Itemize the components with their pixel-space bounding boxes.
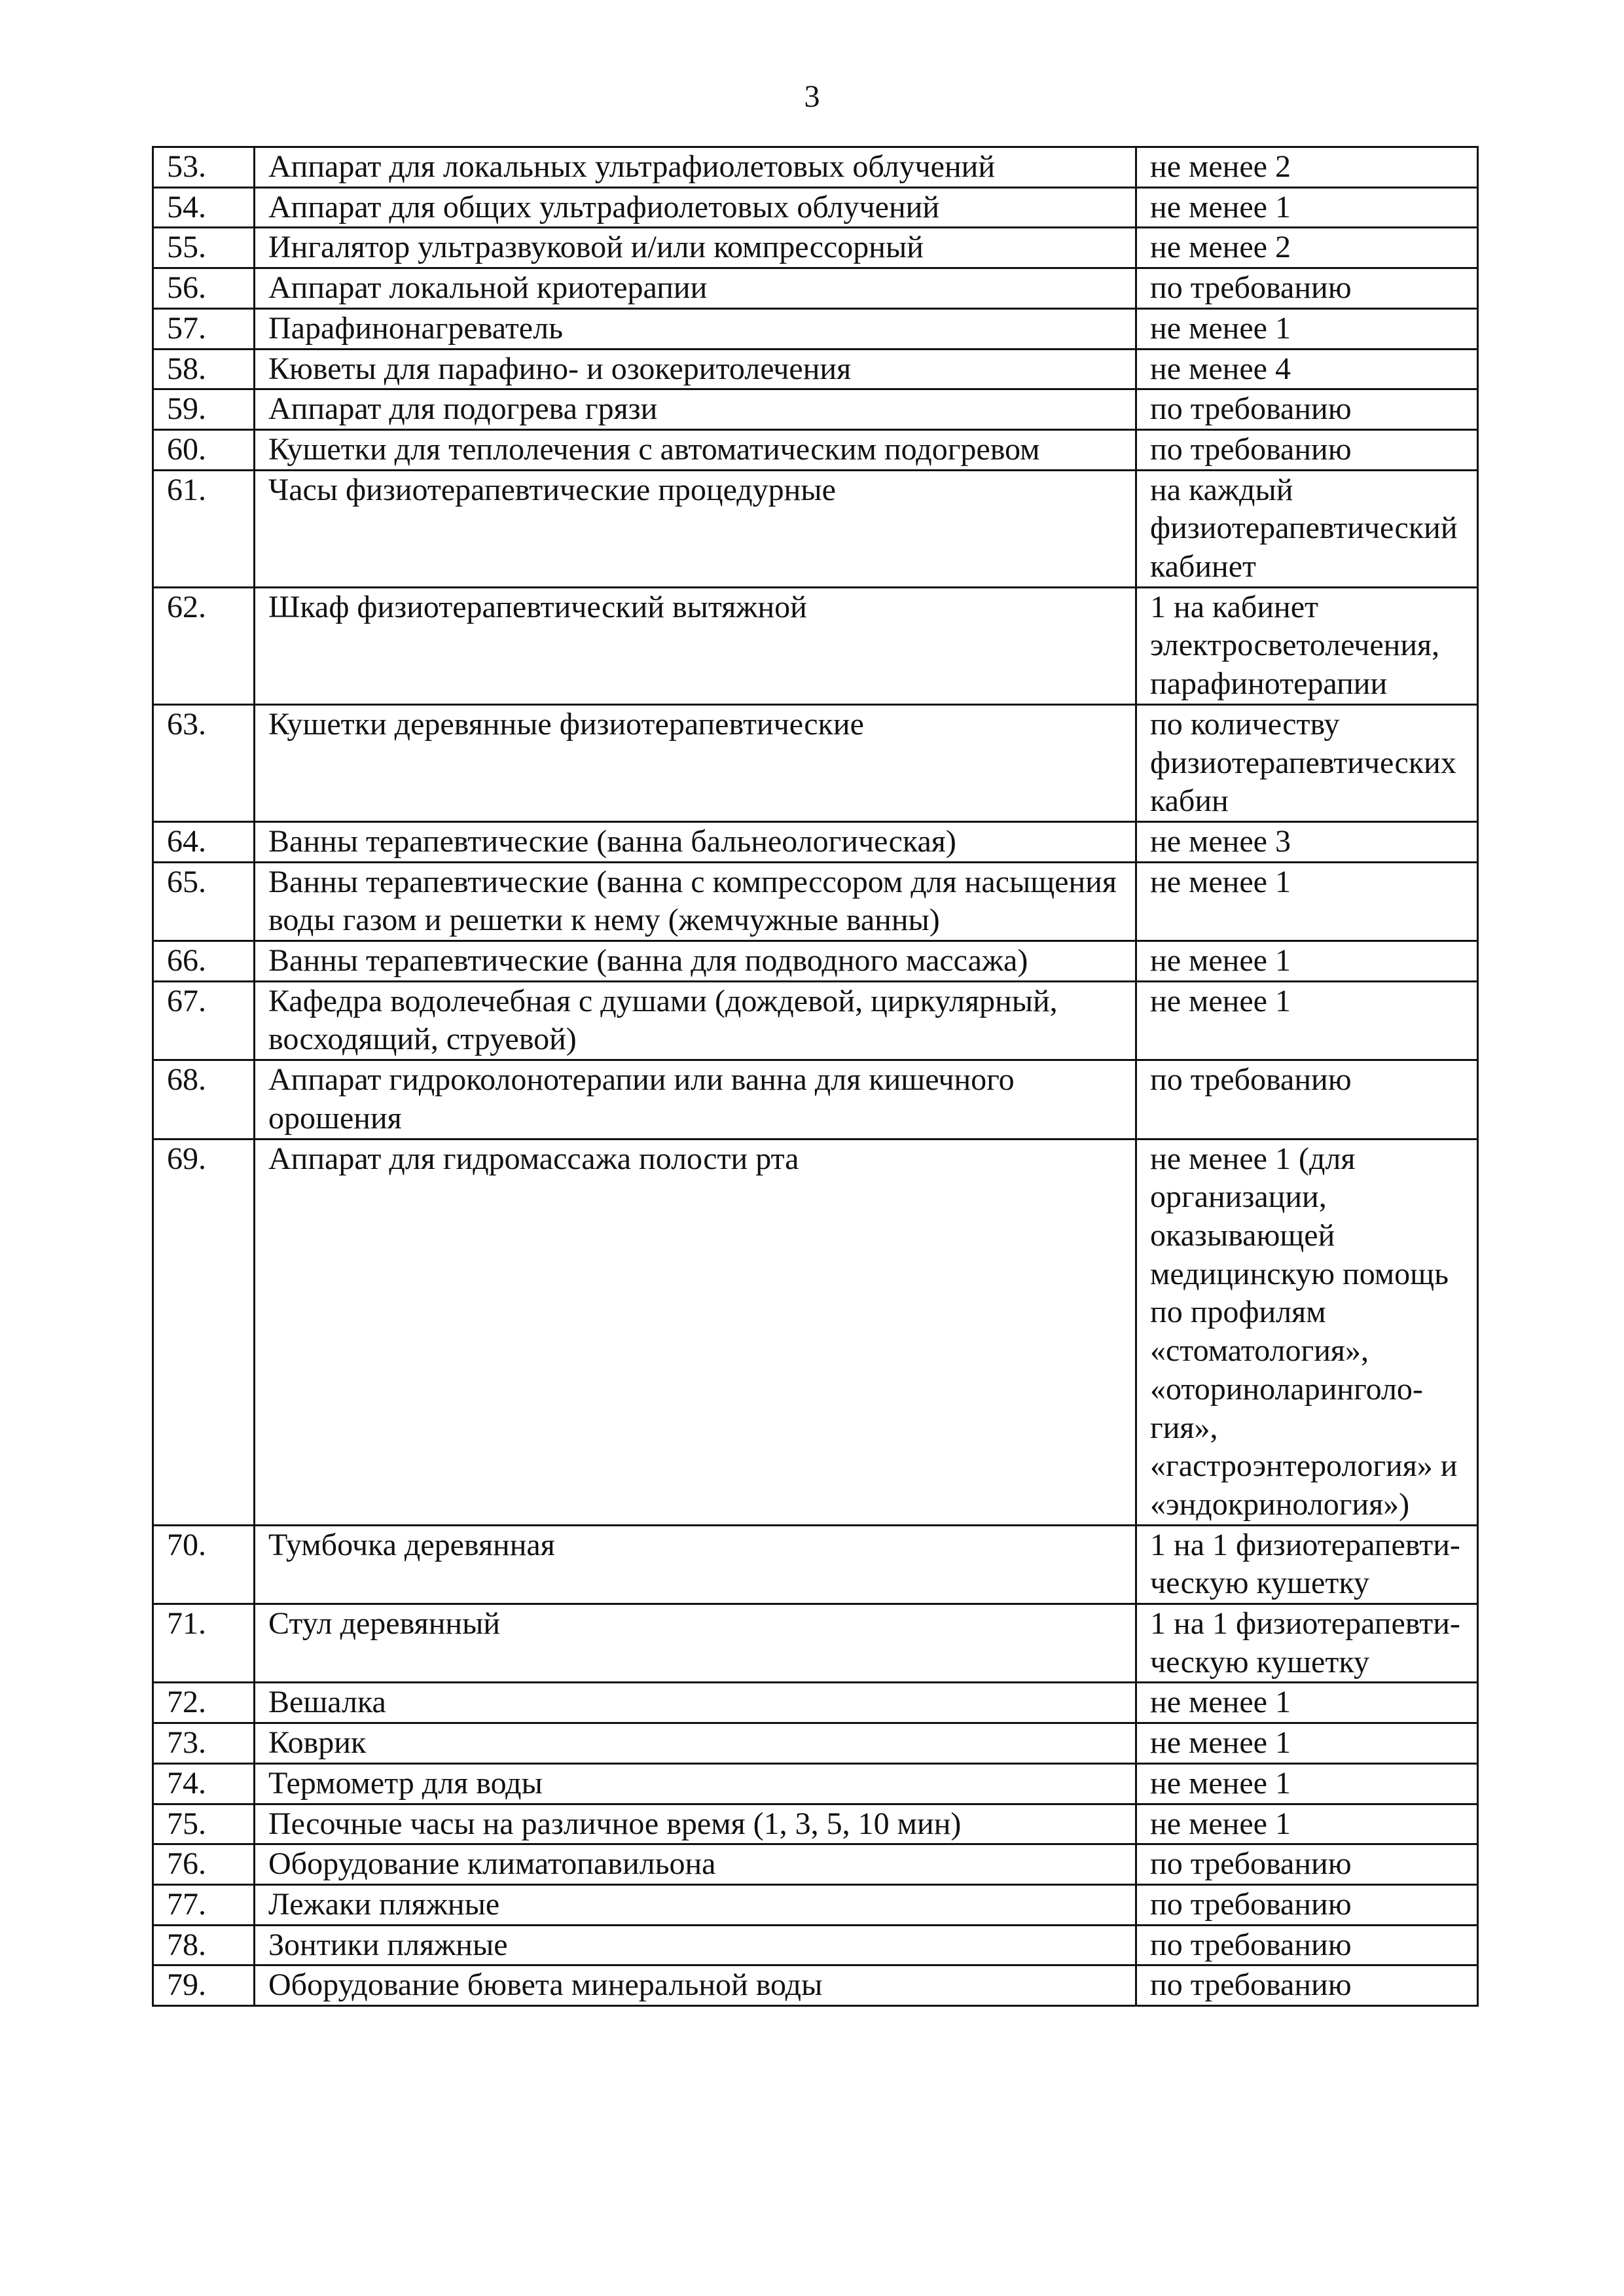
equipment-quantity: не менее 1	[1136, 187, 1478, 228]
row-number: 62.	[153, 587, 255, 704]
table-row	[153, 470, 1478, 587]
equipment-quantity: 1 на кабинет электросветолечения, парафинотерапии	[1136, 587, 1478, 704]
equipment-name: Коврик	[255, 1723, 1136, 1764]
equipment-quantity: не менее 3	[1136, 821, 1478, 862]
equipment-name: Кушетки для теплолечения с автоматическим подогревом	[255, 429, 1136, 470]
equipment-table	[152, 146, 1479, 2007]
equipment-name: Часы физиотерапевтические процедурные	[255, 470, 1136, 587]
row-number: 77.	[153, 1884, 255, 1925]
equipment-quantity: по требованию	[1136, 268, 1478, 309]
row-number: 70.	[153, 1525, 255, 1604]
table-row	[153, 268, 1478, 309]
equipment-name: Кушетки деревянные физиотерапевтические	[255, 704, 1136, 821]
equipment-name: Стул деревянный	[255, 1604, 1136, 1683]
table-row	[153, 389, 1478, 430]
row-number: 58.	[153, 349, 255, 389]
row-number: 71.	[153, 1604, 255, 1683]
table-row	[153, 862, 1478, 941]
table-row	[153, 704, 1478, 821]
row-number: 78.	[153, 1925, 255, 1965]
table-row	[153, 349, 1478, 389]
equipment-name: Кюветы для парафино- и озокеритолечения	[255, 349, 1136, 389]
equipment-quantity: не менее 1	[1136, 308, 1478, 349]
row-number: 75.	[153, 1804, 255, 1844]
equipment-quantity: не менее 1	[1136, 1763, 1478, 1804]
table-row	[153, 147, 1478, 188]
row-number: 65.	[153, 862, 255, 941]
table-row	[153, 1525, 1478, 1604]
row-number: 59.	[153, 389, 255, 430]
row-number: 54.	[153, 187, 255, 228]
table-row	[153, 187, 1478, 228]
table-row	[153, 1884, 1478, 1925]
equipment-name: Оборудование бювета минеральной воды	[255, 1965, 1136, 2006]
equipment-quantity: не менее 4	[1136, 349, 1478, 389]
equipment-quantity: по требованию	[1136, 1925, 1478, 1965]
table-row	[153, 821, 1478, 862]
equipment-name: Зонтики пляжные	[255, 1925, 1136, 1965]
row-number: 69.	[153, 1139, 255, 1525]
table-row	[153, 429, 1478, 470]
equipment-quantity: не менее 1	[1136, 981, 1478, 1060]
equipment-quantity: не менее 1	[1136, 941, 1478, 982]
table-row	[153, 228, 1478, 268]
table-row	[153, 308, 1478, 349]
row-number: 53.	[153, 147, 255, 188]
table-row	[153, 1804, 1478, 1844]
row-number: 73.	[153, 1723, 255, 1764]
row-number: 72.	[153, 1683, 255, 1723]
equipment-name: Ванны терапевтические (ванна с компрессором для насыщения воды газом и решетки к нему (жемчужные ванны)	[255, 862, 1136, 941]
equipment-quantity: 1 на 1 физиотерапевти-ческую кушетку	[1136, 1525, 1478, 1604]
equipment-quantity: по требованию	[1136, 1844, 1478, 1885]
equipment-quantity: 1 на 1 физиотерапевти-ческую кушетку	[1136, 1604, 1478, 1683]
equipment-name: Тумбочка деревянная	[255, 1525, 1136, 1604]
row-number: 76.	[153, 1844, 255, 1885]
equipment-quantity: по требованию	[1136, 1965, 1478, 2006]
equipment-quantity: не менее 1	[1136, 1804, 1478, 1844]
row-number: 63.	[153, 704, 255, 821]
equipment-quantity: не менее 1	[1136, 1723, 1478, 1764]
table-row	[153, 1965, 1478, 2006]
equipment-name: Термометр для воды	[255, 1763, 1136, 1804]
equipment-name: Аппарат для гидромассажа полости рта	[255, 1139, 1136, 1525]
row-number: 68.	[153, 1060, 255, 1139]
equipment-name: Лежаки пляжные	[255, 1884, 1136, 1925]
table-row	[153, 941, 1478, 982]
table-row	[153, 1723, 1478, 1764]
equipment-quantity: не менее 1	[1136, 1683, 1478, 1723]
equipment-quantity: по количеству физиотерапевтических кабин	[1136, 704, 1478, 821]
table-row	[153, 981, 1478, 1060]
table-row	[153, 1844, 1478, 1885]
equipment-name: Парафинонагреватель	[255, 308, 1136, 349]
row-number: 66.	[153, 941, 255, 982]
equipment-name: Шкаф физиотерапевтический вытяжной	[255, 587, 1136, 704]
equipment-name: Ингалятор ультразвуковой и/или компрессорный	[255, 228, 1136, 268]
table-row	[153, 1763, 1478, 1804]
row-number: 55.	[153, 228, 255, 268]
equipment-name: Ванны терапевтические (ванна бальнеологическая)	[255, 821, 1136, 862]
row-number: 61.	[153, 470, 255, 587]
equipment-name: Ванны терапевтические (ванна для подводного массажа)	[255, 941, 1136, 982]
page-number: 3	[804, 79, 820, 114]
equipment-quantity: по требованию	[1136, 1060, 1478, 1139]
table-row	[153, 587, 1478, 704]
equipment-name: Вешалка	[255, 1683, 1136, 1723]
table-row	[153, 1604, 1478, 1683]
equipment-name: Аппарат локальной криотерапии	[255, 268, 1136, 309]
equipment-quantity: не менее 1	[1136, 862, 1478, 941]
row-number: 56.	[153, 268, 255, 309]
equipment-quantity: не менее 2	[1136, 147, 1478, 188]
table-row	[153, 1060, 1478, 1139]
equipment-name: Оборудование климатопавильона	[255, 1844, 1136, 1885]
row-number: 64.	[153, 821, 255, 862]
equipment-name: Аппарат гидроколонотерапии или ванна для кишечного орошения	[255, 1060, 1136, 1139]
equipment-name: Песочные часы на различное время (1, 3, 5, 10 мин)	[255, 1804, 1136, 1844]
equipment-quantity: по требованию	[1136, 389, 1478, 430]
table-row	[153, 1925, 1478, 1965]
equipment-quantity: на каждый физиотерапевтический кабинет	[1136, 470, 1478, 587]
row-number: 79.	[153, 1965, 255, 2006]
equipment-quantity: не менее 2	[1136, 228, 1478, 268]
equipment-quantity: не менее 1 (для организации, оказывающей медицинскую помощь по профилям «стоматология», «оториноларинголо-гия», «гастроэнтерология» и «эндокринология»)	[1136, 1139, 1478, 1525]
equipment-name: Аппарат для подогрева грязи	[255, 389, 1136, 430]
table-row	[153, 1139, 1478, 1525]
equipment-table-body	[153, 147, 1478, 2006]
row-number: 60.	[153, 429, 255, 470]
equipment-quantity: по требованию	[1136, 1884, 1478, 1925]
equipment-name: Кафедра водолечебная с душами (дождевой, циркулярный, восходящий, струевой)	[255, 981, 1136, 1060]
equipment-name: Аппарат для локальных ультрафиолетовых облучений	[255, 147, 1136, 188]
equipment-name: Аппарат для общих ультрафиолетовых облучений	[255, 187, 1136, 228]
row-number: 74.	[153, 1763, 255, 1804]
table-row	[153, 1683, 1478, 1723]
row-number: 57.	[153, 308, 255, 349]
equipment-quantity: по требованию	[1136, 429, 1478, 470]
row-number: 67.	[153, 981, 255, 1060]
